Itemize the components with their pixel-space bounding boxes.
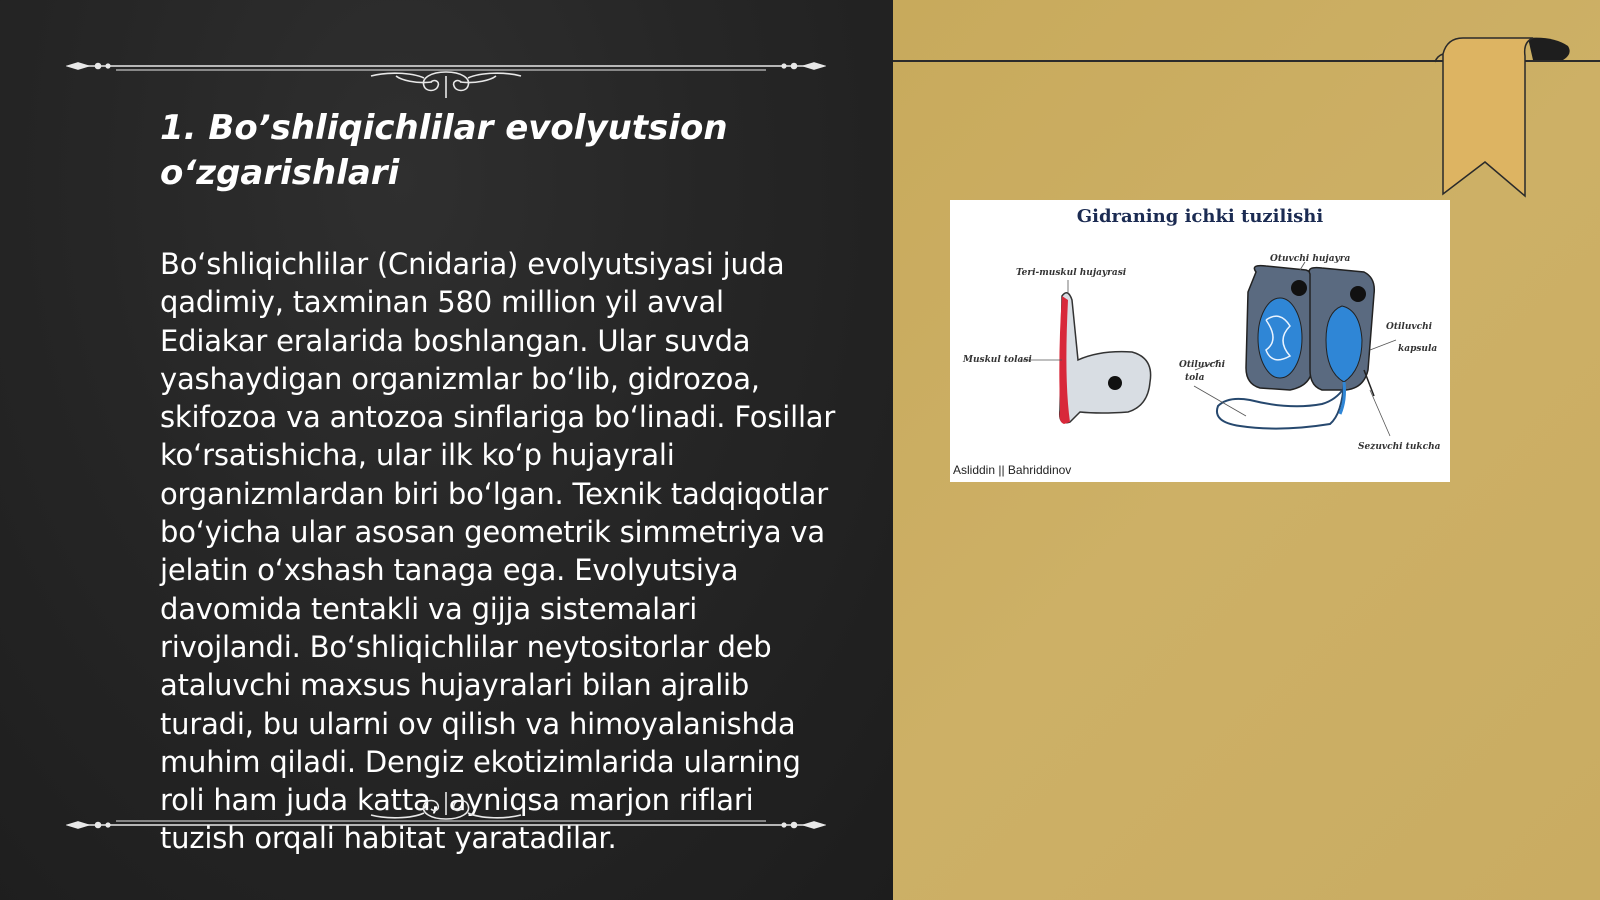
label-muskul-tolasi: Muskul tolasi [963,355,1032,365]
label-otuvchi-hujayra: Otuvchi hujayra [1270,254,1351,264]
slide-title: 1. Bo’shliqichlilar evolyutsion o‘zgarishlari [160,108,728,193]
label-sezuvchi-tukcha: Sezuvchi tukcha [1358,442,1441,452]
label-otiluvchi-kapsula-1: Otiluvchi [1386,322,1433,332]
top-ornament-divider [66,38,826,98]
bottom-ornament-divider [66,772,826,832]
slide-body-text: Bo‘shliqichlilar (Cnidaria) evolyutsiyasi juda qadimiy, taxminan 580 million yil avval Ediakar eralarida boshlangan. Ular suvda yashaydigan organizmlar bo‘lib, gidrozoa, skifozoa va antozoa sinflariga bo‘linadi. Fosillar ko‘rsatishicha, ular ilk ko‘p hujayrali organizmlardan biri bo‘lgan. Texnik tadqiqotlar bo‘yicha ular asosan geometrik simmetriya va jelatin o‘xshash tanaga ega. Evolyutsiya davomida tentakli va gijja sistemalari rivojlandi. Bo‘shliqichlilar neytositorlar deb ataluvchi maxsus hujayralari bilan ajralib turadi, bu ularni ov qilish va himoyalanishda muhim qiladi. Dengiz ekotizimlarida ularning roli ham juda katta, ayniqsa marjon riflari tuzish orqali habitat yaratadilar. [160,247,836,856]
label-otiluvchi-tola-1: Otiluvchi [1179,360,1226,370]
figure-title: Gidraning ichki tuzilishi [1076,206,1324,227]
hydra-cells-illustration [950,200,1450,482]
ribbon-bookmark-icon [1433,36,1583,201]
label-otiluvchi-tola-2: tola [1185,373,1205,383]
hydra-structure-figure [950,200,1450,482]
label-teri-muskul: Teri-muskul hujayrasi [1016,268,1127,278]
label-otiluvchi-kapsula-2: kapsula [1398,344,1438,354]
figure-credit: Asliddin || Bahriddinov [953,463,1072,477]
